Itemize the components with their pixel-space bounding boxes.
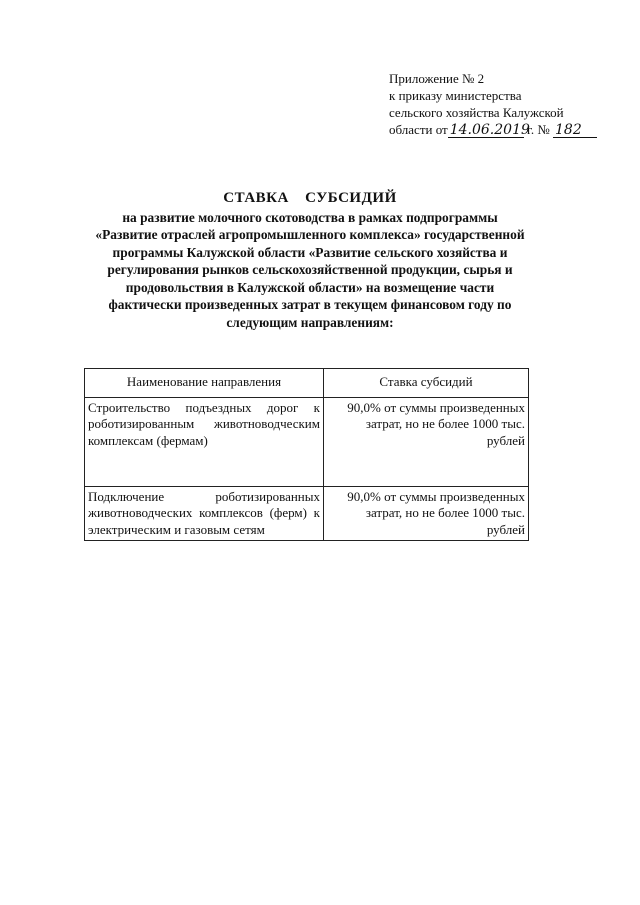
direction-cell: Строительство подъездных дорог к роботизированным животноводческим комплексам (фермам) bbox=[85, 397, 324, 486]
appendix-number-prefix: г. № bbox=[526, 122, 550, 137]
rate-cell: 90,0% от суммы произведенных затрат, но не более 1000 тыс. рублей bbox=[324, 486, 529, 541]
appendix-date-line bbox=[389, 121, 619, 138]
appendix-block bbox=[389, 70, 619, 138]
table-row bbox=[85, 486, 529, 541]
title-line: регулирования рынков сельскохозяйственной продукции, сырья и bbox=[107, 262, 513, 277]
appendix-title: Приложение № 2 bbox=[389, 71, 485, 86]
title-line: «Развитие отраслей агропромышленного комплекса» государственной bbox=[95, 227, 525, 242]
table-header-row bbox=[85, 369, 529, 398]
handwritten-number: 182 bbox=[553, 123, 597, 138]
document-title-block bbox=[40, 190, 580, 331]
title-line: следующим направлениям: bbox=[226, 314, 394, 330]
header-rate: Ставка субсидий bbox=[324, 369, 529, 398]
document-heading: СТАВКА СУБСИДИЙ bbox=[223, 190, 397, 206]
appendix-order-ref: к приказу министерства bbox=[389, 88, 522, 103]
title-line: фактически произведенных затрат в текущем финансовом году по bbox=[108, 297, 512, 312]
rate-cell: 90,0% от суммы произведенных затрат, но не более 1000 тыс. рублей bbox=[324, 397, 529, 486]
appendix-date-prefix: области от bbox=[389, 122, 448, 137]
table-row bbox=[85, 397, 529, 486]
appendix-ministry: сельского хозяйства Калужской bbox=[389, 105, 564, 120]
direction-cell: Подключение роботизированных животноводческих комплексов (ферм) к электрическим и газовым сетям bbox=[85, 486, 324, 541]
title-line: продовольствия в Калужской области» на возмещение части bbox=[125, 279, 495, 295]
title-line: на развитие молочного скотоводства в рамках подпрограммы bbox=[122, 209, 498, 225]
header-direction: Наименование направления bbox=[85, 369, 324, 398]
subsidy-rates-table bbox=[84, 368, 529, 541]
handwritten-date: 14.06.2019 bbox=[449, 122, 530, 138]
title-line: программы Калужской области «Развитие сельского хозяйства и bbox=[112, 244, 508, 260]
